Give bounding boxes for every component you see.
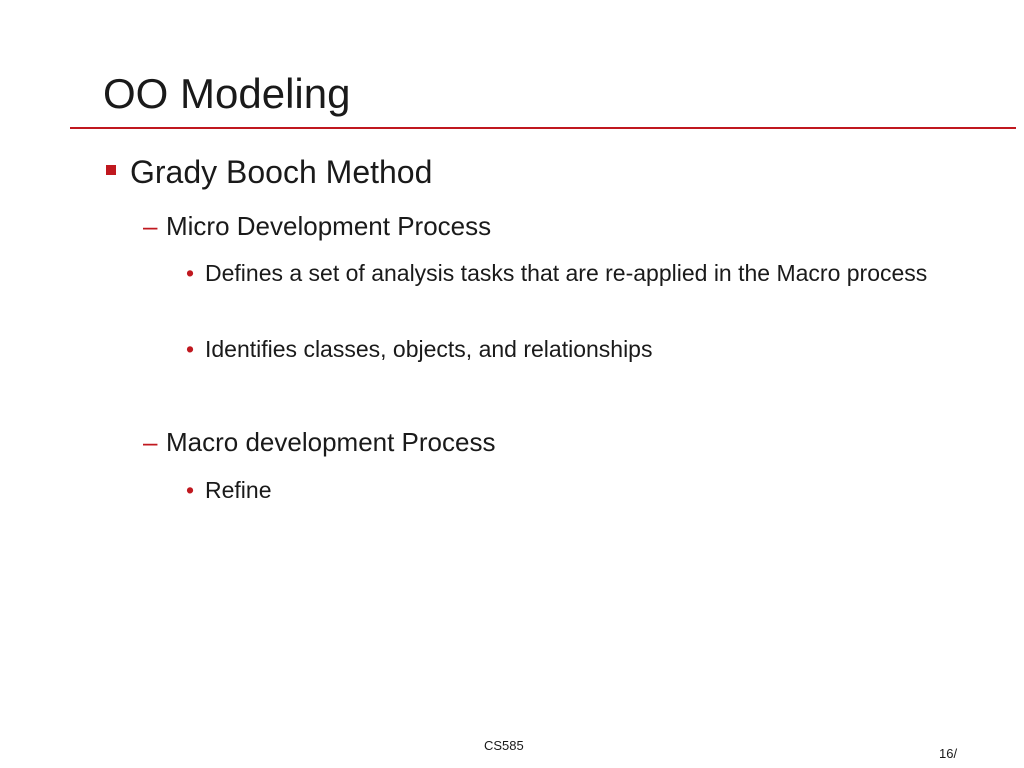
subheading-text: Macro development Process [166,427,496,457]
slide-title: OO Modeling [103,70,351,117]
title-divider [70,127,1016,129]
subheading-text: Micro Development Process [166,211,492,241]
dash-bullet: – [143,427,158,457]
footer-page-number: 16/ [939,746,958,761]
dot-bullet: • [186,477,195,503]
bullet-level1-text: Grady Booch Method [130,154,433,190]
list-item-text: Refine [205,477,272,503]
dot-bullet: • [186,336,195,362]
dash-bullet: – [143,211,158,241]
footer-course: CS585 [484,738,524,753]
square-bullet-icon [106,165,116,175]
list-item-text: Defines a set of analysis tasks that are re-applied in the Macro process [205,260,928,286]
list-item-text: Identifies classes, objects, and relationships [205,336,653,362]
dot-bullet: • [186,260,195,286]
